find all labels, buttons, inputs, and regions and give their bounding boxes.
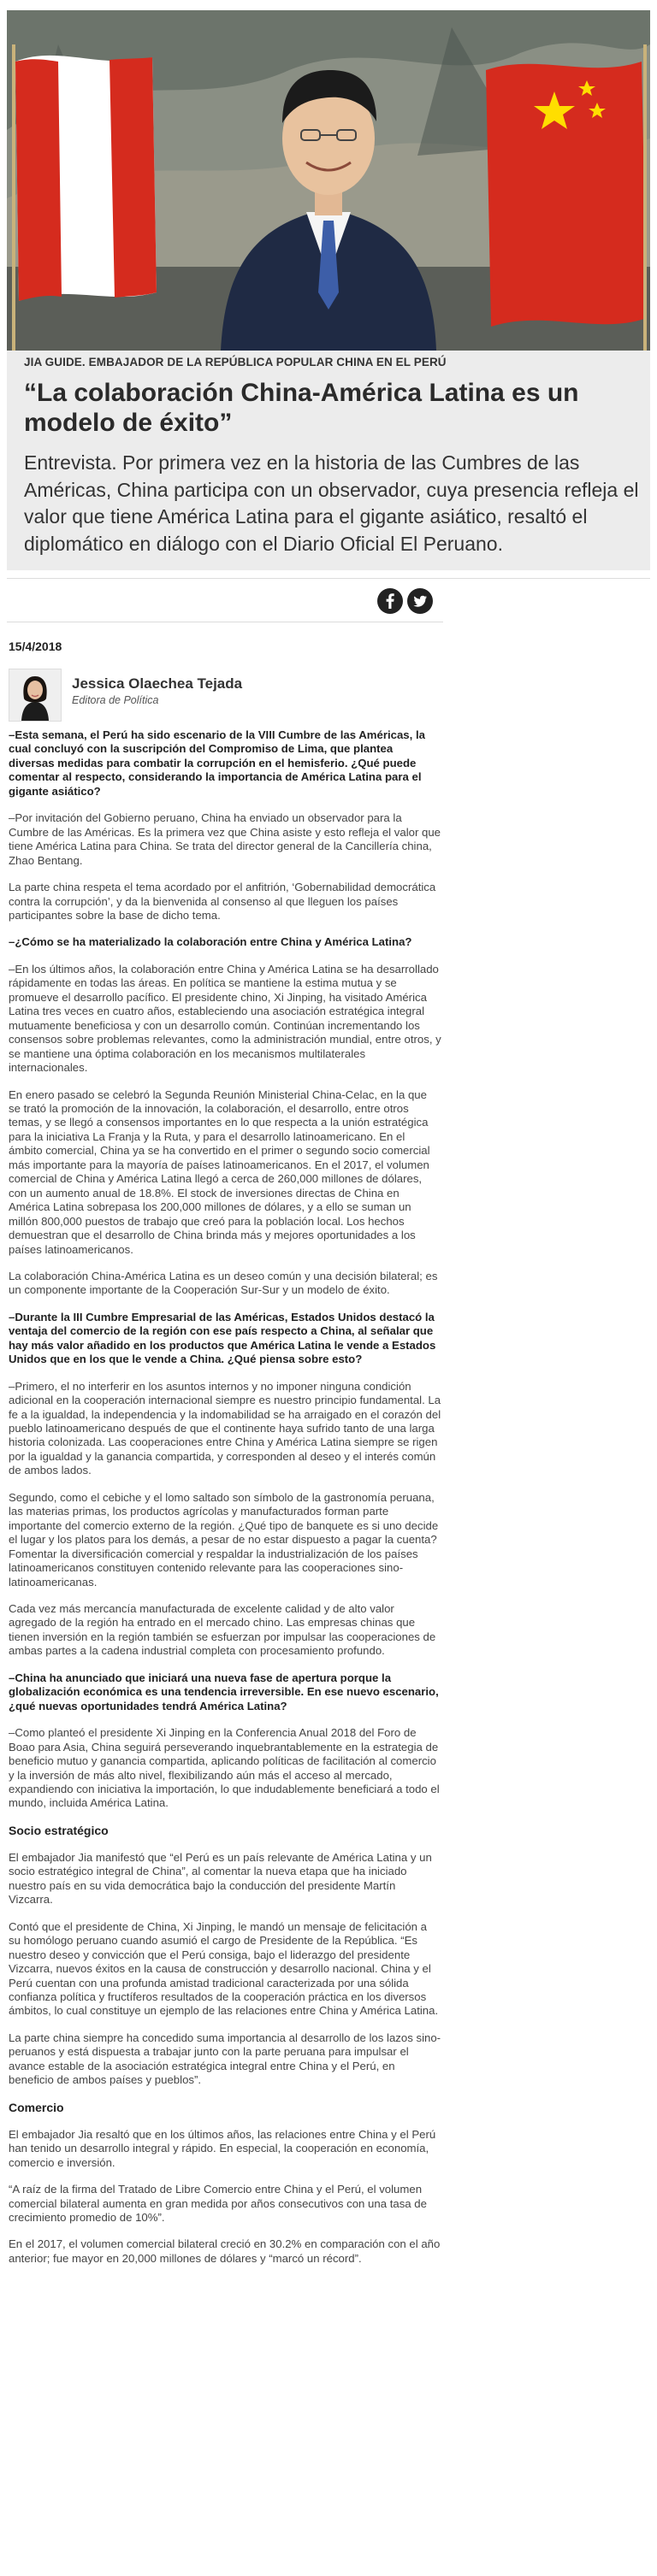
interview-answer: –Por invitación del Gobierno peruano, China ha enviado un observador para la Cumbre de las Américas. Es la primera vez que China asiste y esto refleja el valor que tiene América Latina para China. Se trata del director general de la Cancillería china, Zhao Bentang. [9,811,441,867]
author-name: Jessica Olaechea Tejada [72,675,243,692]
facebook-share-button[interactable] [377,588,403,614]
article-headline: “La colaboración China-América Latina es un modelo de éxito” [24,379,579,437]
interview-question: –¿Cómo se ha materializado la colaboración entre China y América Latina? [9,935,412,949]
interview-question: –Esta semana, el Perú ha sido escenario de la VIII Cumbre de las Américas, la cual concluyó con la suscripción del Compromiso de Lima, que plantea diversas medidas para combatir la corrupción en el hemisferio. ¿Qué puede comentar al respecto, considerando la importancia de América Latina para el gigante asiático? [9,728,425,798]
interview-answer: –Primero, el no interferir en los asuntos internos y no imponer ninguna condición adicional en la cooperación internacional siempre es nuestro principio fundamental. La fe a la igualdad, la independencia y la indomabilidad se ha arraigado en el corazón del pueblo latinoamericano después de que el continente haya sufrido tanto de una larga historia colonizada. Las cooperaciones entre China y América Latina siempre se rigen por la igualdad y la ganancia compartida, y corresponden al deseo y el interés común de ambos lados. [9,1379,441,1477]
twitter-icon [407,588,433,614]
ambassador-photo [7,10,650,351]
body-paragraph: La parte china respeta el tema acordado por el anfitrión, ‘Gobernabilidad democrática contra la corrupción’, y da la bienvenida al consenso al que lleguen los países participantes sobre la base de dicho tema. [9,881,436,922]
interview-answer: –En los últimos años, la colaboración entre China y América Latina se ha desarrollado rápidamente en todas las áreas. En política se mantiene la estima mutua y se promueve el desarrollo pacífico. El presidente chino, Xi Jinping, ha visitado América Latina tres veces en cuatro años, estableciendo una asociación estratégica integral mutuamente beneficiosa y con un desarrollo común. Continúan incrementando los consensos sobre problemas relevantes, como la administración mundial, entre otros, y se mantiene una óptima colaboración en los mecanismos multilaterales internacionales. [9,962,441,1075]
photo-caption: JIA GUIDE. EMBAJADOR DE LA REPÚBLICA POPULAR CHINA EN EL PERÚ [24,356,447,368]
body-paragraph: El embajador Jia manifestó que “el Perú es un país relevante de América Latina y un socio estratégico integral de China”, al comentar la nueva etapa que ha iniciado nuestro país en su vida democrática bajo la conducción del presidente Martín Vizcarra. [9,1850,432,1907]
interview-question: –China ha anunciado que iniciará una nueva fase de apertura porque la globalización económica es una tendencia irreversible. En ese nuevo escenario, ¿qué nuevas oportunidades tendrá América Latina? [9,1671,439,1712]
body-paragraph: Segundo, como el cebiche y el lomo saltado son símbolo de la gastronomía peruana, las materias primas, los productos agrícolas y manufacturados forman parte importante del comercio externo de la región. ¿Qué tipo de banquete es si uno decide el lugar y los platos para los demás, a pesar de no estar dispuesto a pagar la cuenta? Fomentar la diversificación comercial y respaldar la industrialización de los países latinoamericanos constituyen contenido relevante para las cooperaciones sino-latinoamericanas. [9,1490,439,1589]
section-heading: Comercio [9,2100,64,2114]
body-paragraph: El embajador Jia resaltó que en los últimos años, las relaciones entre China y el Perú han tenido un desarrollo integral y rápido. En especial, la cooperación en economía, comercio e inversión. [9,2127,436,2169]
interview-question: –Durante la III Cumbre Empresarial de las Américas, Estados Unidos destacó la ventaja del comercio de la región con ese país respecto a China, al señalar que hay más valor añadido en los productos que América Latina le vende a Estados Unidos que en los que le vende a China. ¿Qué piensa sobre esto? [9,1310,436,1366]
body-paragraph: En el 2017, el volumen comercial bilateral creció en 30.2% en comparación con el año anterior; fue mayor en 20,000 millones de dólares y “marcó un récord”. [9,2237,441,2265]
body-paragraph: Cada vez más mercancía manufacturada de excelente calidad y de alto valor agregado de la región ha entrado en el mercado chino. Las empresas chinas que tienen inversión en la región también se esfuerzan por impulsar las cooperaciones de ambas partes a la cadena industrial completa con procesamiento profundo. [9,1602,436,1658]
body-paragraph: La colaboración China-América Latina es un deseo común y una decisión bilateral; es un componente importante de la Cooperación Sur-Sur y un modelo de éxito. [9,1269,438,1297]
article-header-card [7,10,650,570]
body-paragraph: Contó que el presidente de China, Xi Jinping, le mandó un mensaje de felicitación a su homólogo peruano cuando asumió el cargo de Presidente de la República. “Es nuestro deseo y convicción que el Perú consiga, bajo el liderazgo del presidente Vizcarra, nuevos éxitos en la causa de construcción y desarrollo nacional. China y el Perú cuentan con una profunda amistad tradicional caracterizada por una sólida confianza política y fructíferos resultados de la cooperación práctica en los diversos ámbitos, lo cual constituye un ejemplo de las relaciones entre China y América Latina. [9,1919,439,2018]
publish-date: 15/4/2018 [9,640,62,653]
author-avatar [9,669,62,722]
china-flag-icon [486,44,647,351]
section-heading: Socio estratégico [9,1823,109,1837]
body-paragraph: “A raíz de la firma del Tratado de Libre Comercio entre China y el Perú, el volumen comercial bilateral aumenta en gran medida por años consecutivos con una tasa de crecimiento promedio de 10%”. [9,2183,427,2224]
article-body [9,728,441,2278]
body-paragraph: En enero pasado se celebró la Segunda Reunión Ministerial China-Celac, en la que se trató la promoción de la innovación, la colaboración, el desarrollo, entre otros temas, y se llegó a consensos importantes en lo que respecta a la unión estratégica para la iniciativa La Franja y la Ruta, y para el desarrollo latinoamericano. En el ámbito comercial, China ya se ha convertido en el primer o segundo socio comercial más importante para la mayoría de países latinoamericanos. En el 2017, el volumen comercial de China y América Latina llegó a cerca de 260,000 millones de dólares, con un aumento anual de 18.8%. El stock de inversiones directas de China en América Latina sobrepasa los 200,000 millones de dólares, y a ello se suman un millón 800,000 puestos de trabajo que creó para la población local. Los hechos demuestran que el desarrollo de China brinda más y mejores oportunidades a los países latinoamericanos. [9,1088,430,1256]
author-role: Editora de Política [72,694,159,706]
article-subhead: Entrevista. Por primera vez en la historia de las Cumbres de las Américas, China participa con un observador, cuya presencia refleja el valor que tiene América Latina para el gigante asiático, resaltó el diplomático en diálogo con el Diario Oficial El Peruano. [24,451,639,555]
facebook-icon [377,588,403,614]
divider [7,578,650,579]
twitter-share-button[interactable] [407,588,433,614]
body-paragraph: La parte china siempre ha concedido suma importancia al desarrollo de los lazos sino-peruanos y está dispuesta a trabajar junto con la parte peruana para impulsar el avance estable de la asociación estratégica integral entre China y el Perú, en beneficio de ambos países y pueblos”. [9,2031,441,2087]
interview-answer: –Como planteó el presidente Xi Jinping en la Conferencia Anual 2018 del Foro de Boao para Asia, China seguirá perseverando inquebrantablemente en la estrategia de beneficio mutuo y ganancia compartida, aplicando políticas de facilitación al comercio y la inversión de más alto nivel, flexibilizando aún más el acceso al mercado, expandiendo con iniciativa la importación, lo que indudablemente beneficiará a todo el mundo, incluida América Latina. [9,1726,440,1810]
